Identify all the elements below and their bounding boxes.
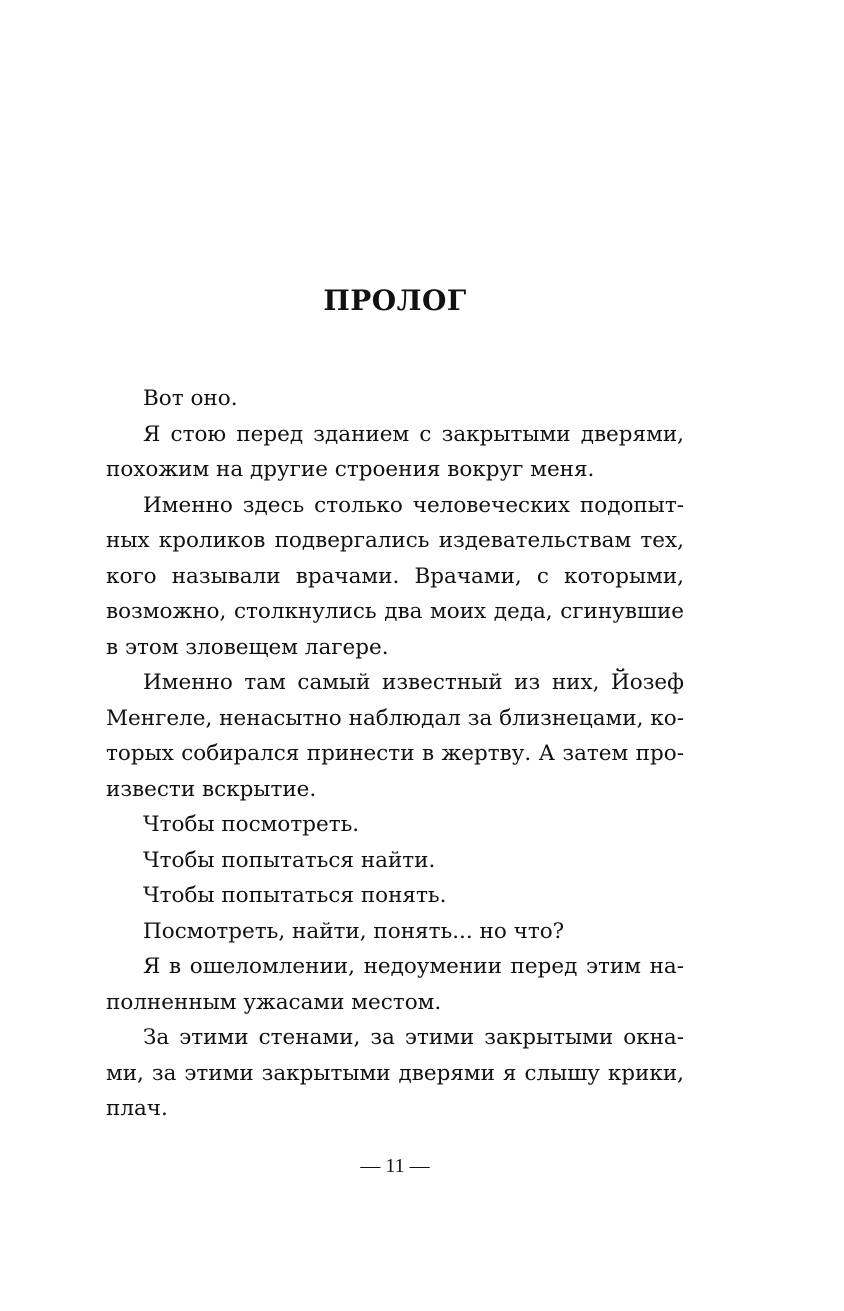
paragraph: Я стою перед зданием с закрытыми дверями, похожим на другие строения вокруг меня. <box>106 421 684 482</box>
paragraph: Именно там самый известный из них, Йозеф Менгеле, ненасытно наблюдал за близнецами, которых собирался принести в жертву. А затем произвести вскрытие. <box>106 670 684 802</box>
paragraph: Вот оно. <box>143 386 238 411</box>
paragraph: Посмотреть, найти, понять... но что? <box>143 918 565 944</box>
paragraph: Чтобы попытаться понять. <box>143 883 447 908</box>
paragraph: Именно здесь столько человеческих подопытных кроликов подвергались издевательствам тех, кого называли врачами. Врачами, с которыми, возможно, столкнулись два моих деда, сгинувшие в этом зловещем лагере. <box>106 492 684 660</box>
chapter-title: ПРОЛОГ <box>323 284 467 317</box>
paragraph: Я в ошеломлении, недоумении перед этим наполненным ужасами местом. <box>106 954 684 1015</box>
body-text <box>106 381 684 1127</box>
page-number: — 11 — <box>360 1155 430 1177</box>
paragraph: За этими стенами, за этими закрытыми окнами, за этими закрытыми дверями я слышу крики, плач. <box>106 1025 684 1121</box>
paragraph: Чтобы посмотреть. <box>143 812 360 837</box>
paragraph: Чтобы попытаться найти. <box>143 847 436 873</box>
